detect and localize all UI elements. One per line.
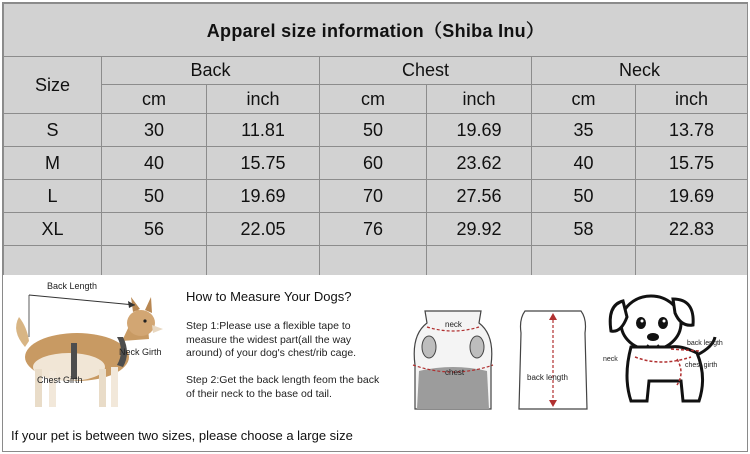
unit-header: cm: [320, 85, 427, 114]
unit-header: inch: [207, 85, 320, 114]
back-cm-cell: 56: [102, 213, 207, 246]
table-row: [4, 180, 748, 213]
table-title: Apparel size information（Shiba Inu）: [4, 4, 748, 57]
table-row: [4, 114, 748, 147]
step-1-text: Step 1:Please use a flexible tape to measure the widest part(all the way around) of your dog's chest/rib cage.: [186, 320, 357, 359]
size-advice-note: If your pet is between two sizes, please choose a large size: [11, 428, 353, 443]
chest-cm-cell: 50: [320, 114, 427, 147]
back-inch-cell: 15.75: [207, 147, 320, 180]
group-header-back: Back: [102, 57, 320, 85]
chest-inch-cell: 29.92: [427, 213, 532, 246]
chest-inch-cell: 23.62: [427, 147, 532, 180]
group-header-chest: Chest: [320, 57, 532, 85]
cartoon-puppy-illustration: [601, 281, 741, 421]
neck-inch-cell: 19.69: [636, 180, 748, 213]
back-inch-cell: 19.69: [207, 180, 320, 213]
unit-header: cm: [102, 85, 207, 114]
cartoon-label-back-length: back length: [687, 340, 723, 347]
back-cm-cell: 30: [102, 114, 207, 147]
back-cm-cell: 50: [102, 180, 207, 213]
size-cell: M: [4, 147, 102, 180]
chest-cm-cell: 70: [320, 180, 427, 213]
label-back-length: Back Length: [47, 281, 98, 291]
unit-header: cm: [532, 85, 636, 114]
neck-cm-cell: 40: [532, 147, 636, 180]
dog-photo-illustration: [7, 279, 177, 419]
unit-header: inch: [636, 85, 748, 114]
size-cell: XL: [4, 213, 102, 246]
empty-row: [4, 246, 748, 277]
back-cm-cell: 40: [102, 147, 207, 180]
garment-front-illustration: [405, 305, 501, 417]
garment-label-neck: neck: [445, 320, 462, 329]
size-cell: L: [4, 180, 102, 213]
neck-cm-cell: 58: [532, 213, 636, 246]
neck-cm-cell: 35: [532, 114, 636, 147]
label-chest-girth: Chest Girth: [37, 375, 83, 385]
measure-guide: [3, 275, 747, 451]
cartoon-label-neck: neck: [603, 356, 618, 363]
howto-heading: How to Measure Your Dogs?: [186, 289, 352, 304]
neck-inch-cell: 13.78: [636, 114, 748, 147]
size-table: [3, 3, 748, 277]
table-row: [4, 213, 748, 246]
chest-inch-cell: 19.69: [427, 114, 532, 147]
garment-back-illustration: [511, 305, 595, 417]
chest-inch-cell: 27.56: [427, 180, 532, 213]
unit-header: inch: [427, 85, 532, 114]
neck-cm-cell: 50: [532, 180, 636, 213]
chest-cm-cell: 76: [320, 213, 427, 246]
neck-inch-cell: 22.83: [636, 213, 748, 246]
back-inch-cell: 11.81: [207, 114, 320, 147]
neck-inch-cell: 15.75: [636, 147, 748, 180]
garment-label-chest: chest: [445, 368, 465, 377]
size-cell: S: [4, 114, 102, 147]
size-header: Size: [4, 57, 102, 114]
label-neck-girth: Neck Girth: [119, 347, 162, 357]
garment-label-back-length: back length: [527, 373, 568, 382]
group-header-neck: Neck: [532, 57, 748, 85]
back-inch-cell: 22.05: [207, 213, 320, 246]
table-row: [4, 147, 748, 180]
step-2-text: Step 2:Get the back length feom the back of their neck to the base od tail.: [186, 374, 380, 400]
cartoon-label-chest-girth: chest girth: [685, 362, 718, 369]
chest-cm-cell: 60: [320, 147, 427, 180]
